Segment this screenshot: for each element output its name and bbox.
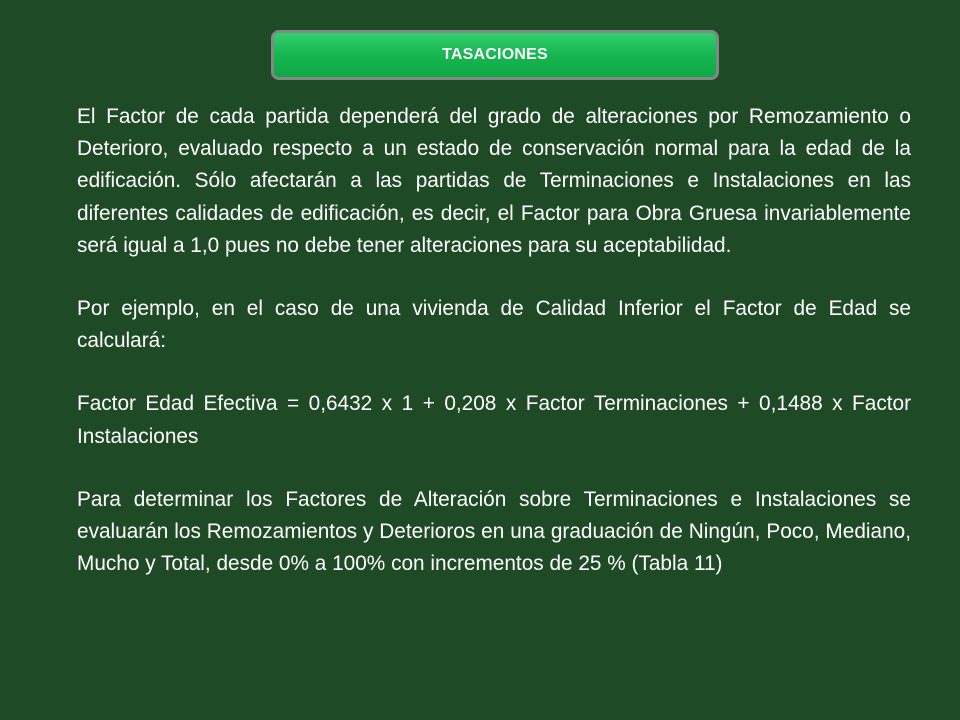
slide-title: TASACIONES: [442, 46, 548, 63]
paragraph-formula: Factor Edad Efectiva = 0,6432 x 1 + 0,208 x Factor Terminaciones + 0,1488 x Factor Instalaciones: [77, 392, 911, 448]
paragraph-alteration-factors: Para determinar los Factores de Alteración sobre Terminaciones e Instalaciones se evaluarán los Remozamientos y Deterioros en una graduación de Ningún, Poco, Mediano, Mucho y Total, desde 0% a 100% con incrementos de 25 % (Tabla 11): [77, 487, 911, 576]
paragraph-example: Por ejemplo, en el caso de una vivienda de Calidad Inferior el Factor de Edad se calculará:: [77, 297, 911, 353]
slide-body: [77, 101, 911, 611]
title-banner: [271, 30, 719, 80]
paragraph-factor-description: El Factor de cada partida dependerá del grado de alteraciones por Remozamiento o Deterioro, evaluado respecto a un estado de conservación normal para la edad de la edificación. Sólo afectarán a las partidas de Terminaciones e Instalaciones en las diferentes calidades de edificación, es decir, el Factor para Obra Gruesa invariablemente será igual a 1,0 pues no debe tener alteraciones para su aceptabilidad.: [77, 105, 911, 257]
